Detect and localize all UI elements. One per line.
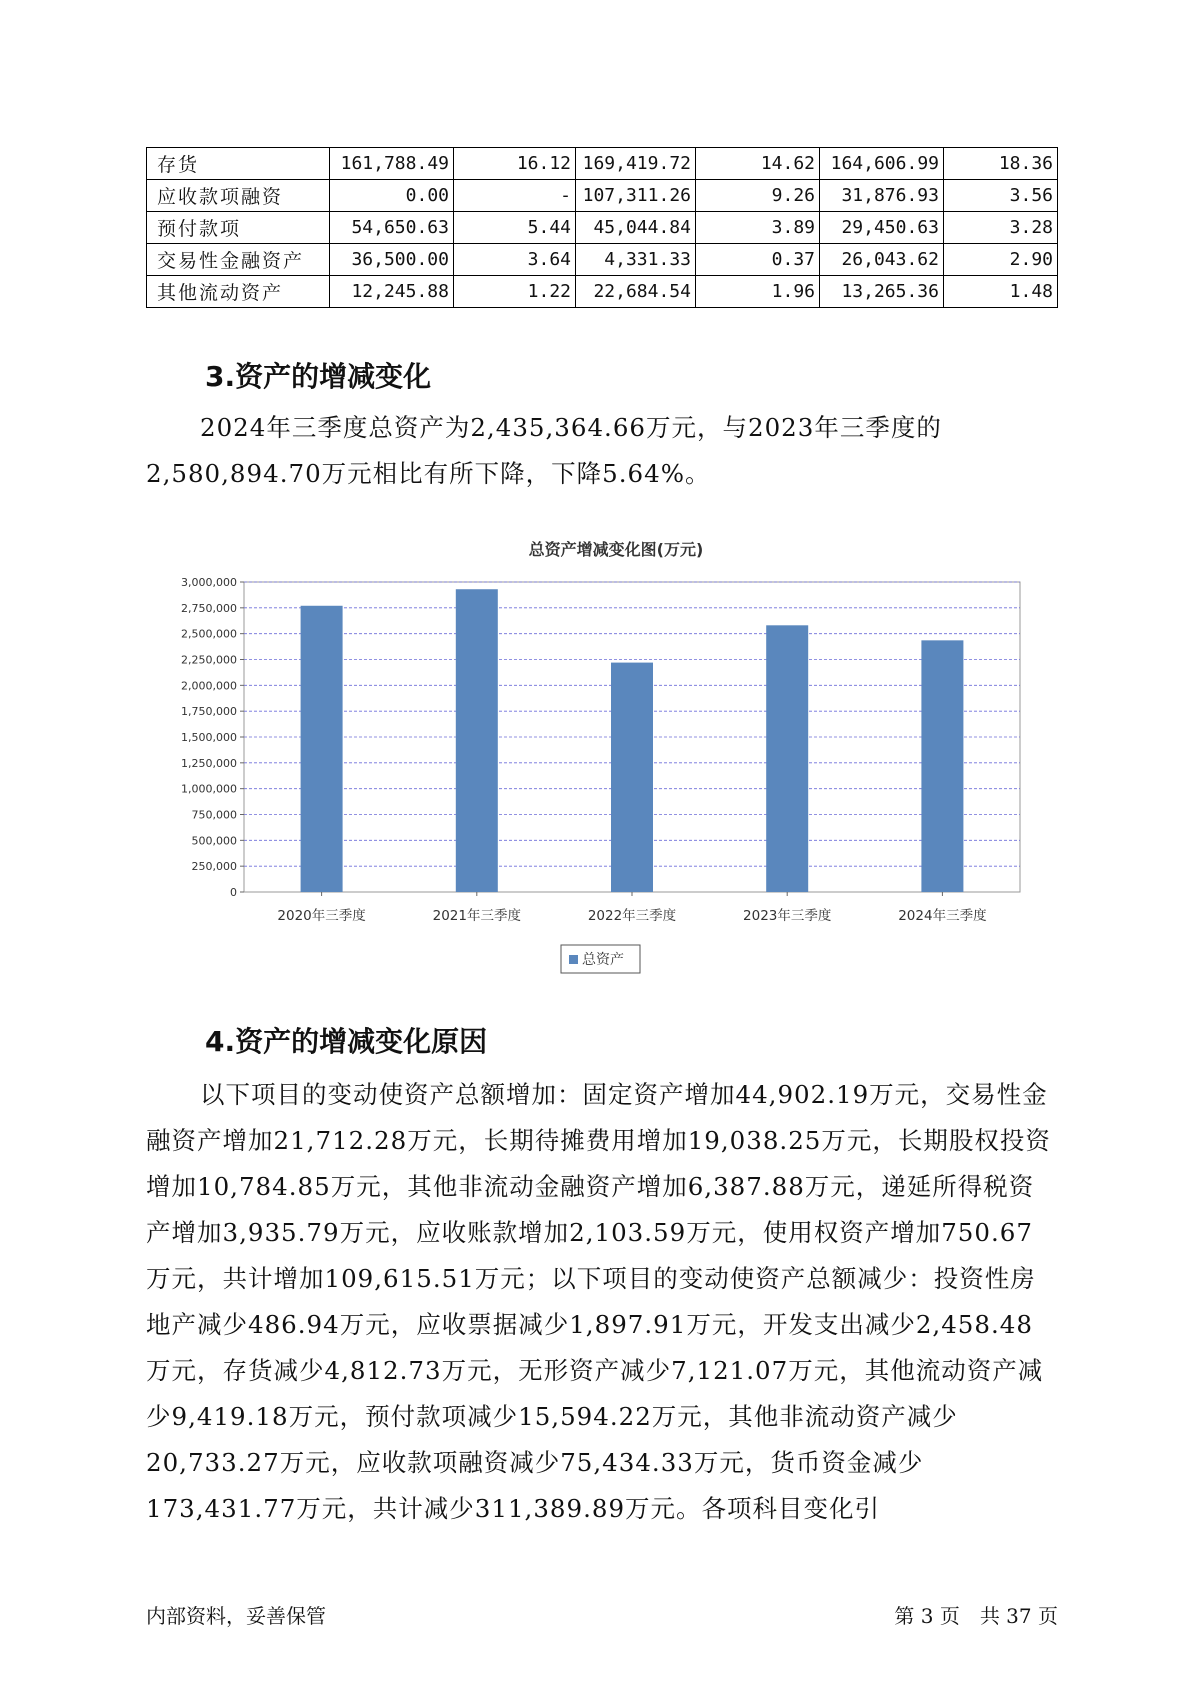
table-row [147,244,1058,276]
table-row [147,148,1058,180]
x-axis-ticks [277,892,987,924]
y-tick-label: 1,250,000 [181,756,237,770]
total-assets-chart [146,525,1058,985]
table-cell: 107,311.26 [576,180,696,212]
section3-heading: 3.资产的增减变化 [205,360,432,393]
bar-total-assets-0 [301,606,343,892]
x-tick-label: 2022年三季度 [587,908,677,924]
legend-swatch [569,955,578,964]
table-cell: 14.62 [696,148,820,180]
y-tick-label: 3,000,000 [181,576,237,589]
y-tick-label: 2,500,000 [181,627,237,641]
table-cell: 22,684.54 [576,276,696,308]
table-cell: 1.96 [696,276,820,308]
table-cell: 5.44 [454,212,576,244]
table-cell: 2.90 [944,244,1058,276]
y-tick-label: 2,000,000 [181,679,237,693]
bar-total-assets-4 [921,640,963,892]
y-tick-label: 1,500,000 [181,731,237,744]
table-cell: 31,876.93 [820,180,944,212]
chart-title: 总资产增减变化图(万元) [528,540,704,559]
table-cell: 161,788.49 [330,148,454,180]
table-row [147,180,1058,212]
chart-svg [146,525,1058,985]
table-cell: 12,245.88 [330,276,454,308]
x-tick-label: 2024年三季度 [898,908,987,924]
x-tick-label: 2021年三季度 [432,908,521,924]
y-tick-label: 1,750,000 [181,705,237,719]
row-label: 预付款项 [147,212,330,244]
table-cell: 169,419.72 [576,148,696,180]
table-cell: 29,450.63 [820,212,944,244]
y-axis-ticks [181,576,244,899]
bar-total-assets-3 [766,625,808,892]
chart-legend [561,945,640,973]
table-cell: 9.26 [696,180,820,212]
table-cell: 3.64 [454,244,576,276]
table-cell: 18.36 [944,148,1058,180]
table-row [147,276,1058,308]
table-cell: 26,043.62 [820,244,944,276]
table-cell: 0.00 [330,180,454,212]
row-label: 交易性金融资产 [147,244,330,276]
footer-page-number: 第 3 页 共 37 页 [894,1604,1058,1628]
table-cell: 3.89 [696,212,820,244]
table-cell: 54,650.63 [330,212,454,244]
y-tick-label: 0 [230,886,237,899]
row-label: 其他流动资产 [147,276,330,308]
section3-paragraph: 2024年三季度总资产为2,435,364.66万元，与2023年三季度的2,580,894.70万元相比有所下降，下降5.64%。 [146,413,942,488]
y-tick-label: 2,750,000 [181,601,237,615]
table-cell: 4,331.33 [576,244,696,276]
x-tick-label: 2023年三季度 [743,908,832,924]
y-tick-label: 250,000 [191,860,237,874]
table-cell: 3.56 [944,180,1058,212]
bar-total-assets-2 [611,663,653,892]
table-row [147,212,1058,244]
table-cell: - [454,180,576,212]
section4-paragraph: 以下项目的变动使资产总额增加：固定资产增加44,902.19万元，交易性金融资产增加21,712.28万元，长期待摊费用增加19,038.25万元，长期股权投资增加10,784.85万元，其他非流动金融资产增加6,387.88万元，递延所得税资产增加3,935.79万元，应收账款增加2,103.59万元，使用权资产增加750.67万元，共计增加109,615.51万元；以下项目的变动使资产总额减少：投资性房地产减少486.94万元，应收票据减少1,897.91万元，开发支出减少2,458.48万元，存货减少4,812.73万元，无形资产减少7,121.07万元，其他流动资产减少9,419.18万元，预付款项减少15,594.22万元，其他非流动资产减少20,733.27万元，应收款项融资减少75,434.33万元，货币资金减少173,431.77万元，共计减少311,389.89万元。各项科目变化引 [146,1080,1051,1523]
y-tick-label: 750,000 [191,808,237,822]
bar-total-assets-1 [456,589,498,892]
x-tick-label: 2020年三季度 [277,908,366,924]
section4-heading: 4.资产的增减变化原因 [205,1025,488,1058]
table-cell: 1.48 [944,276,1058,308]
y-tick-label: 2,250,000 [181,653,237,667]
legend-label-total-assets: 总资产 [582,952,624,968]
table-cell: 36,500.00 [330,244,454,276]
row-label: 存货 [147,148,330,180]
asset-table [146,147,1058,308]
y-tick-label: 500,000 [191,834,237,848]
table-cell: 16.12 [454,148,576,180]
table-cell: 45,044.84 [576,212,696,244]
table-cell: 3.28 [944,212,1058,244]
table-cell: 0.37 [696,244,820,276]
y-tick-label: 1,000,000 [181,782,237,796]
table-cell: 13,265.36 [820,276,944,308]
row-label: 应收款项融资 [147,180,330,212]
table-cell: 1.22 [454,276,576,308]
table-cell: 164,606.99 [820,148,944,180]
footer-confidential: 内部资料，妥善保管 [146,1604,326,1628]
